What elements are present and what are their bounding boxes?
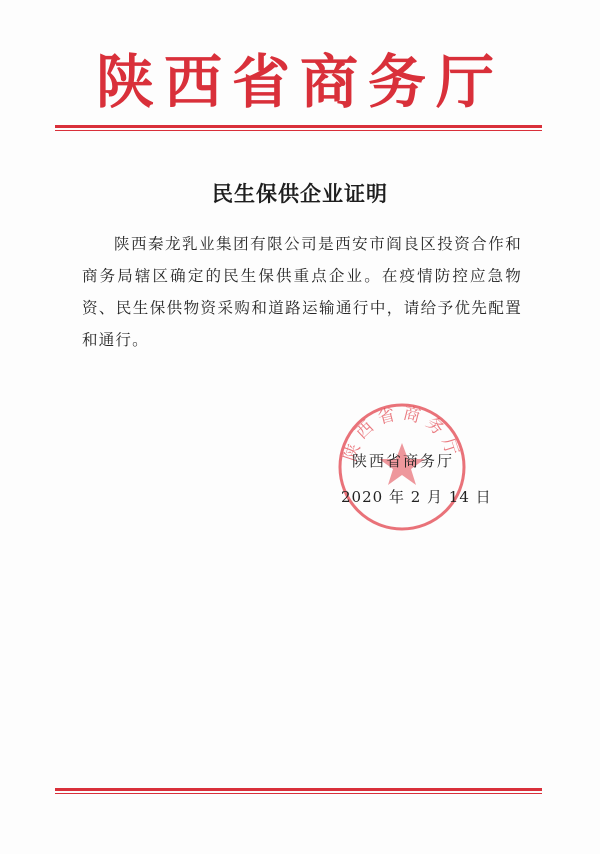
signature-date: 2020 年 2 月 14 日 (341, 488, 492, 506)
signature-organization: 陕西省商务厅 (352, 452, 455, 470)
letterhead-title: 陕西省商务厅 (95, 48, 504, 116)
footer-rule-thin (55, 793, 542, 794)
document-title: 民生保供企业证明 (212, 182, 388, 206)
document-body: 陕西秦龙乳业集团有限公司是西安市阎良区投资合作和商务局辖区确定的民生保供重点企业。在疫情防控应急物资、民生保供物资采购和道路运输通行中，请给予优先配置和通行。 (82, 235, 522, 349)
header-rule-thick (55, 125, 542, 128)
header-rule-thin (55, 130, 542, 131)
seal-text: 陕西省商务厅 (340, 403, 464, 464)
footer-rule-thick (55, 788, 542, 791)
